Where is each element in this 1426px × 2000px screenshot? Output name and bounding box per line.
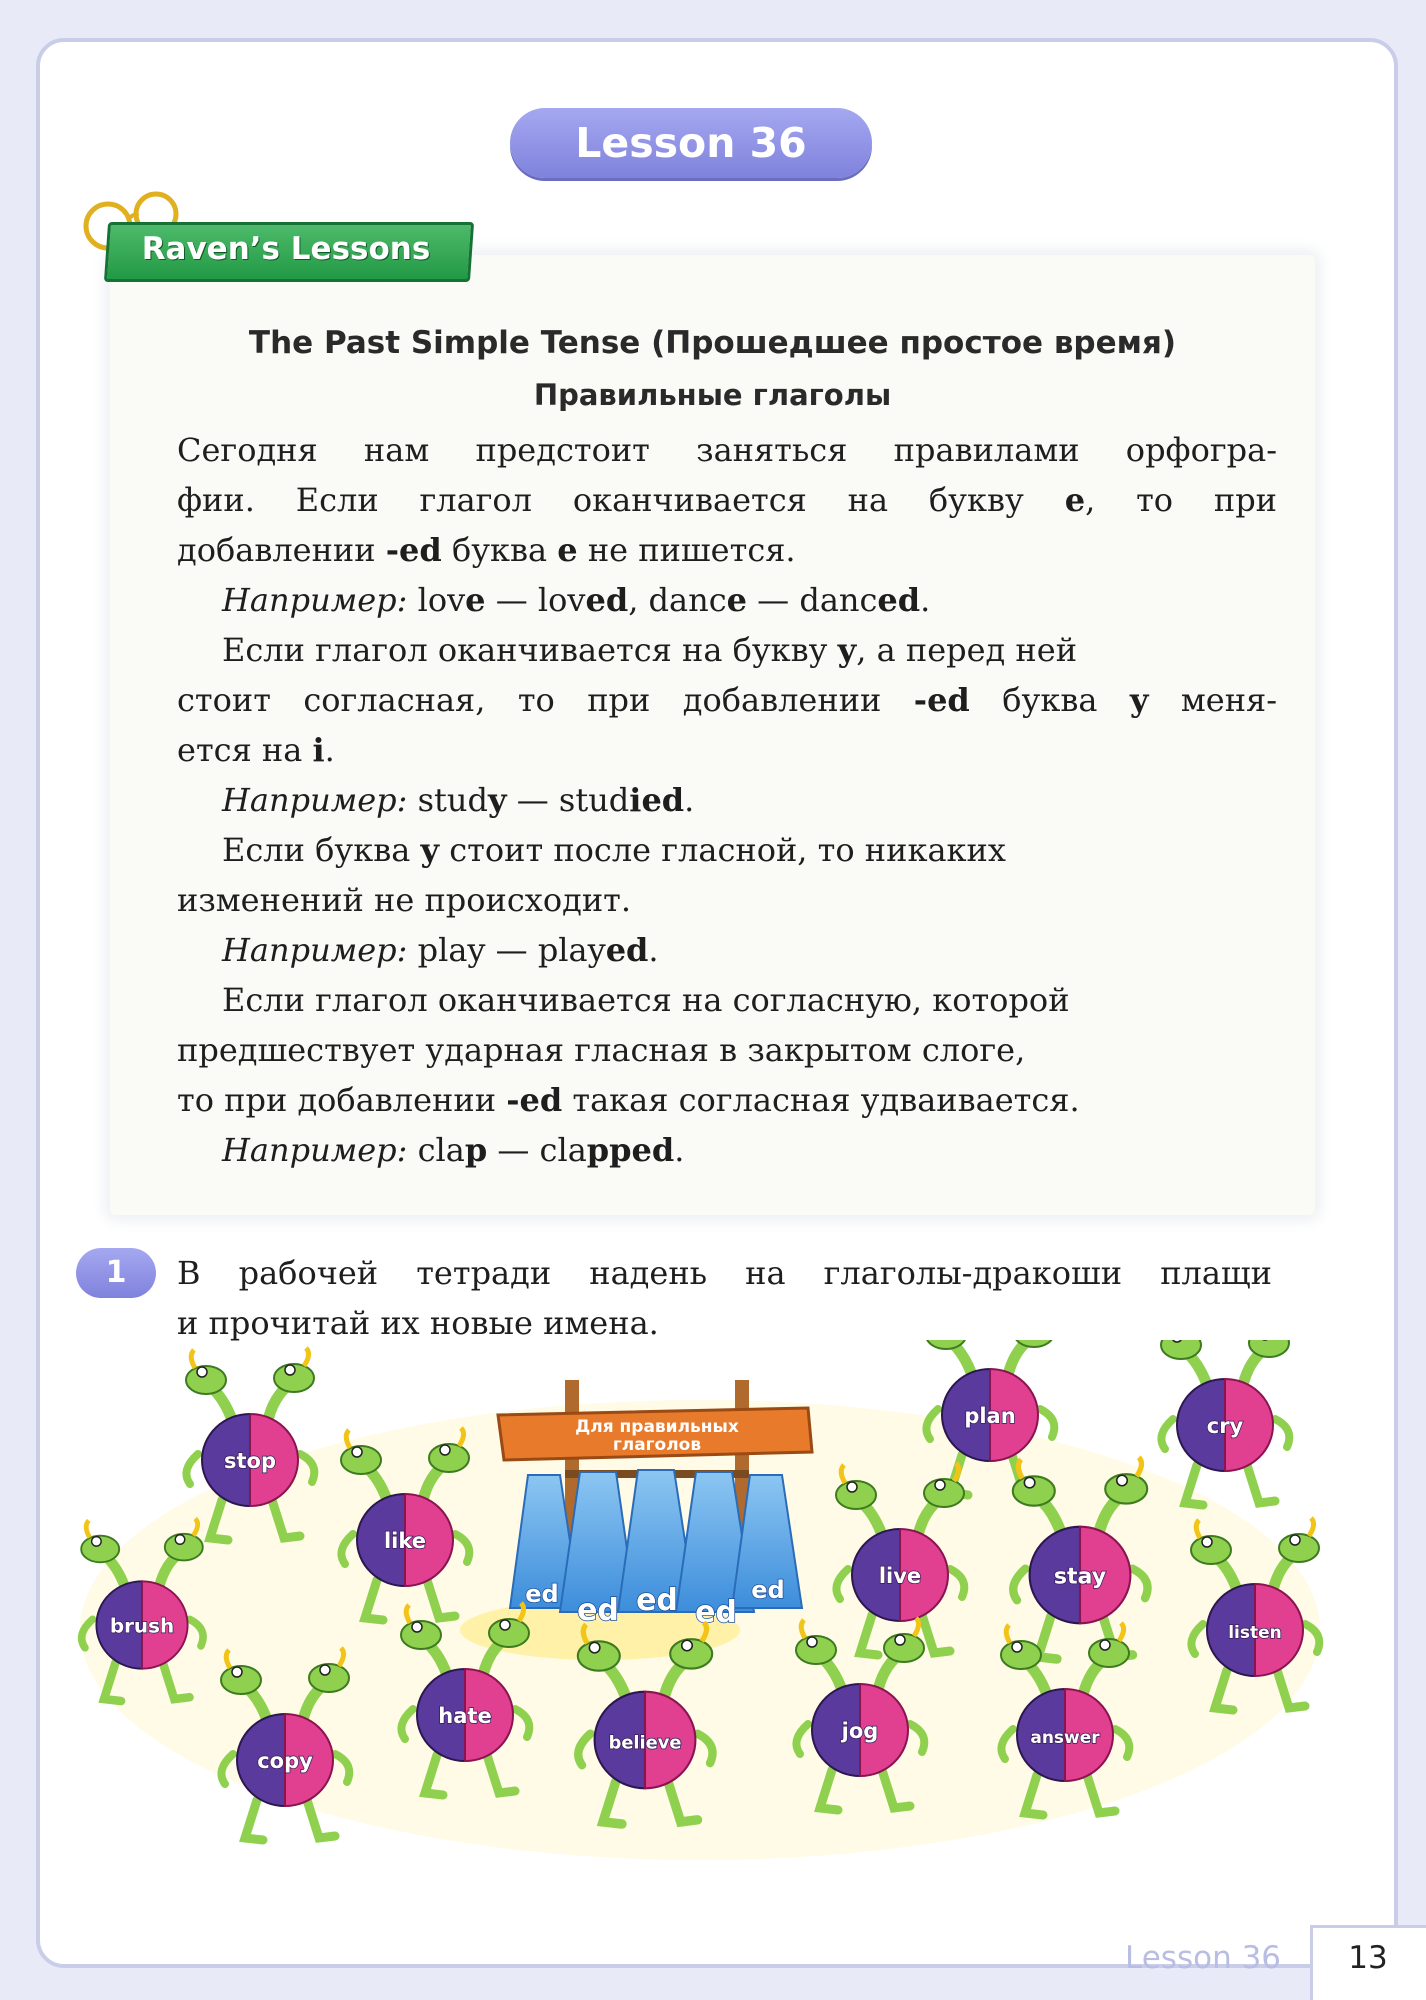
cloaks [510,1470,802,1630]
rule-example: Например: study — studied. [222,781,695,819]
rule-example: Например: play — played. [222,931,659,969]
rule-line: добавлении -ed буква e не пишется. [177,531,796,569]
rule-line: фии. Если глагол оканчивается на букву e, то при [177,481,1278,519]
footer-lesson: Lesson 36 [1125,1940,1282,1976]
lesson-title: Lesson 36 [510,108,872,178]
dragons-illustration [60,1340,1350,1870]
dragon-cry [1161,1340,1289,1505]
rule-example: Например: clap — clapped. [222,1131,685,1169]
dragon-label: jog [841,1719,879,1743]
cloak-label: ed [636,1583,678,1618]
exercise-instruction: В рабочей тетради надень на глаголы-дракоши плащи [177,1254,1272,1292]
dragon-label: stop [224,1449,276,1473]
ravens-lessons-banner [78,188,478,288]
dragon-label: believe [608,1732,682,1754]
rule-example: Например: love — loved, dance — danced. [222,581,931,619]
sign-text-line1: Для правильных [575,1417,739,1437]
rule-line: предшествует ударная гласная в закрытом слоге, [177,1031,1026,1069]
dragon-label: stay [1053,1564,1107,1590]
exercise-instruction: и прочитай их новые имена. [177,1304,659,1342]
cloak-label: ed [695,1595,737,1630]
cloak-label: ed [751,1576,785,1604]
dragon-label: cry [1206,1414,1244,1438]
rule-line: Если глагол оканчивается на согласную, которой [222,981,1070,1019]
dragon-label: plan [964,1404,1016,1428]
exercise-number-badge: 1 [76,1248,156,1298]
page-number: 13 [1348,1940,1388,1976]
rule-line: Сегодня нам предстоит заняться правилами орфогра- [177,431,1277,469]
rule-line: Если глагол оканчивается на букву y, а перед ней [222,631,1078,669]
dragon-label: live [878,1564,922,1588]
dragon-label: listen [1228,1623,1282,1643]
dragon-label: copy [257,1749,313,1773]
rule-subtitle: Правильные глаголы [533,378,892,412]
banner-label: Raven’s Lessons [141,231,431,267]
cloak-label: ed [525,1580,559,1608]
dragon-label: hate [438,1704,492,1728]
dragon-label: answer [1030,1728,1100,1748]
rule-line: ется на i. [177,731,335,769]
cloak-label: ed [577,1593,619,1628]
rule-title: The Past Simple Tense (Прошедшее простое время) [248,325,1177,361]
rule-line: изменений не происходит. [177,881,632,919]
rule-line: стоит согласная, то при добавлении -ed буква y меня- [177,681,1278,719]
rule-line: то при добавлении -ed такая согласная удваивается. [177,1081,1080,1119]
sign-text-line2: глаголов [612,1435,702,1455]
dragon-label: like [383,1529,427,1553]
dragon-label: brush [109,1613,175,1638]
rule-line: Если буква y стоит после гласной, то никаких [222,831,1006,869]
